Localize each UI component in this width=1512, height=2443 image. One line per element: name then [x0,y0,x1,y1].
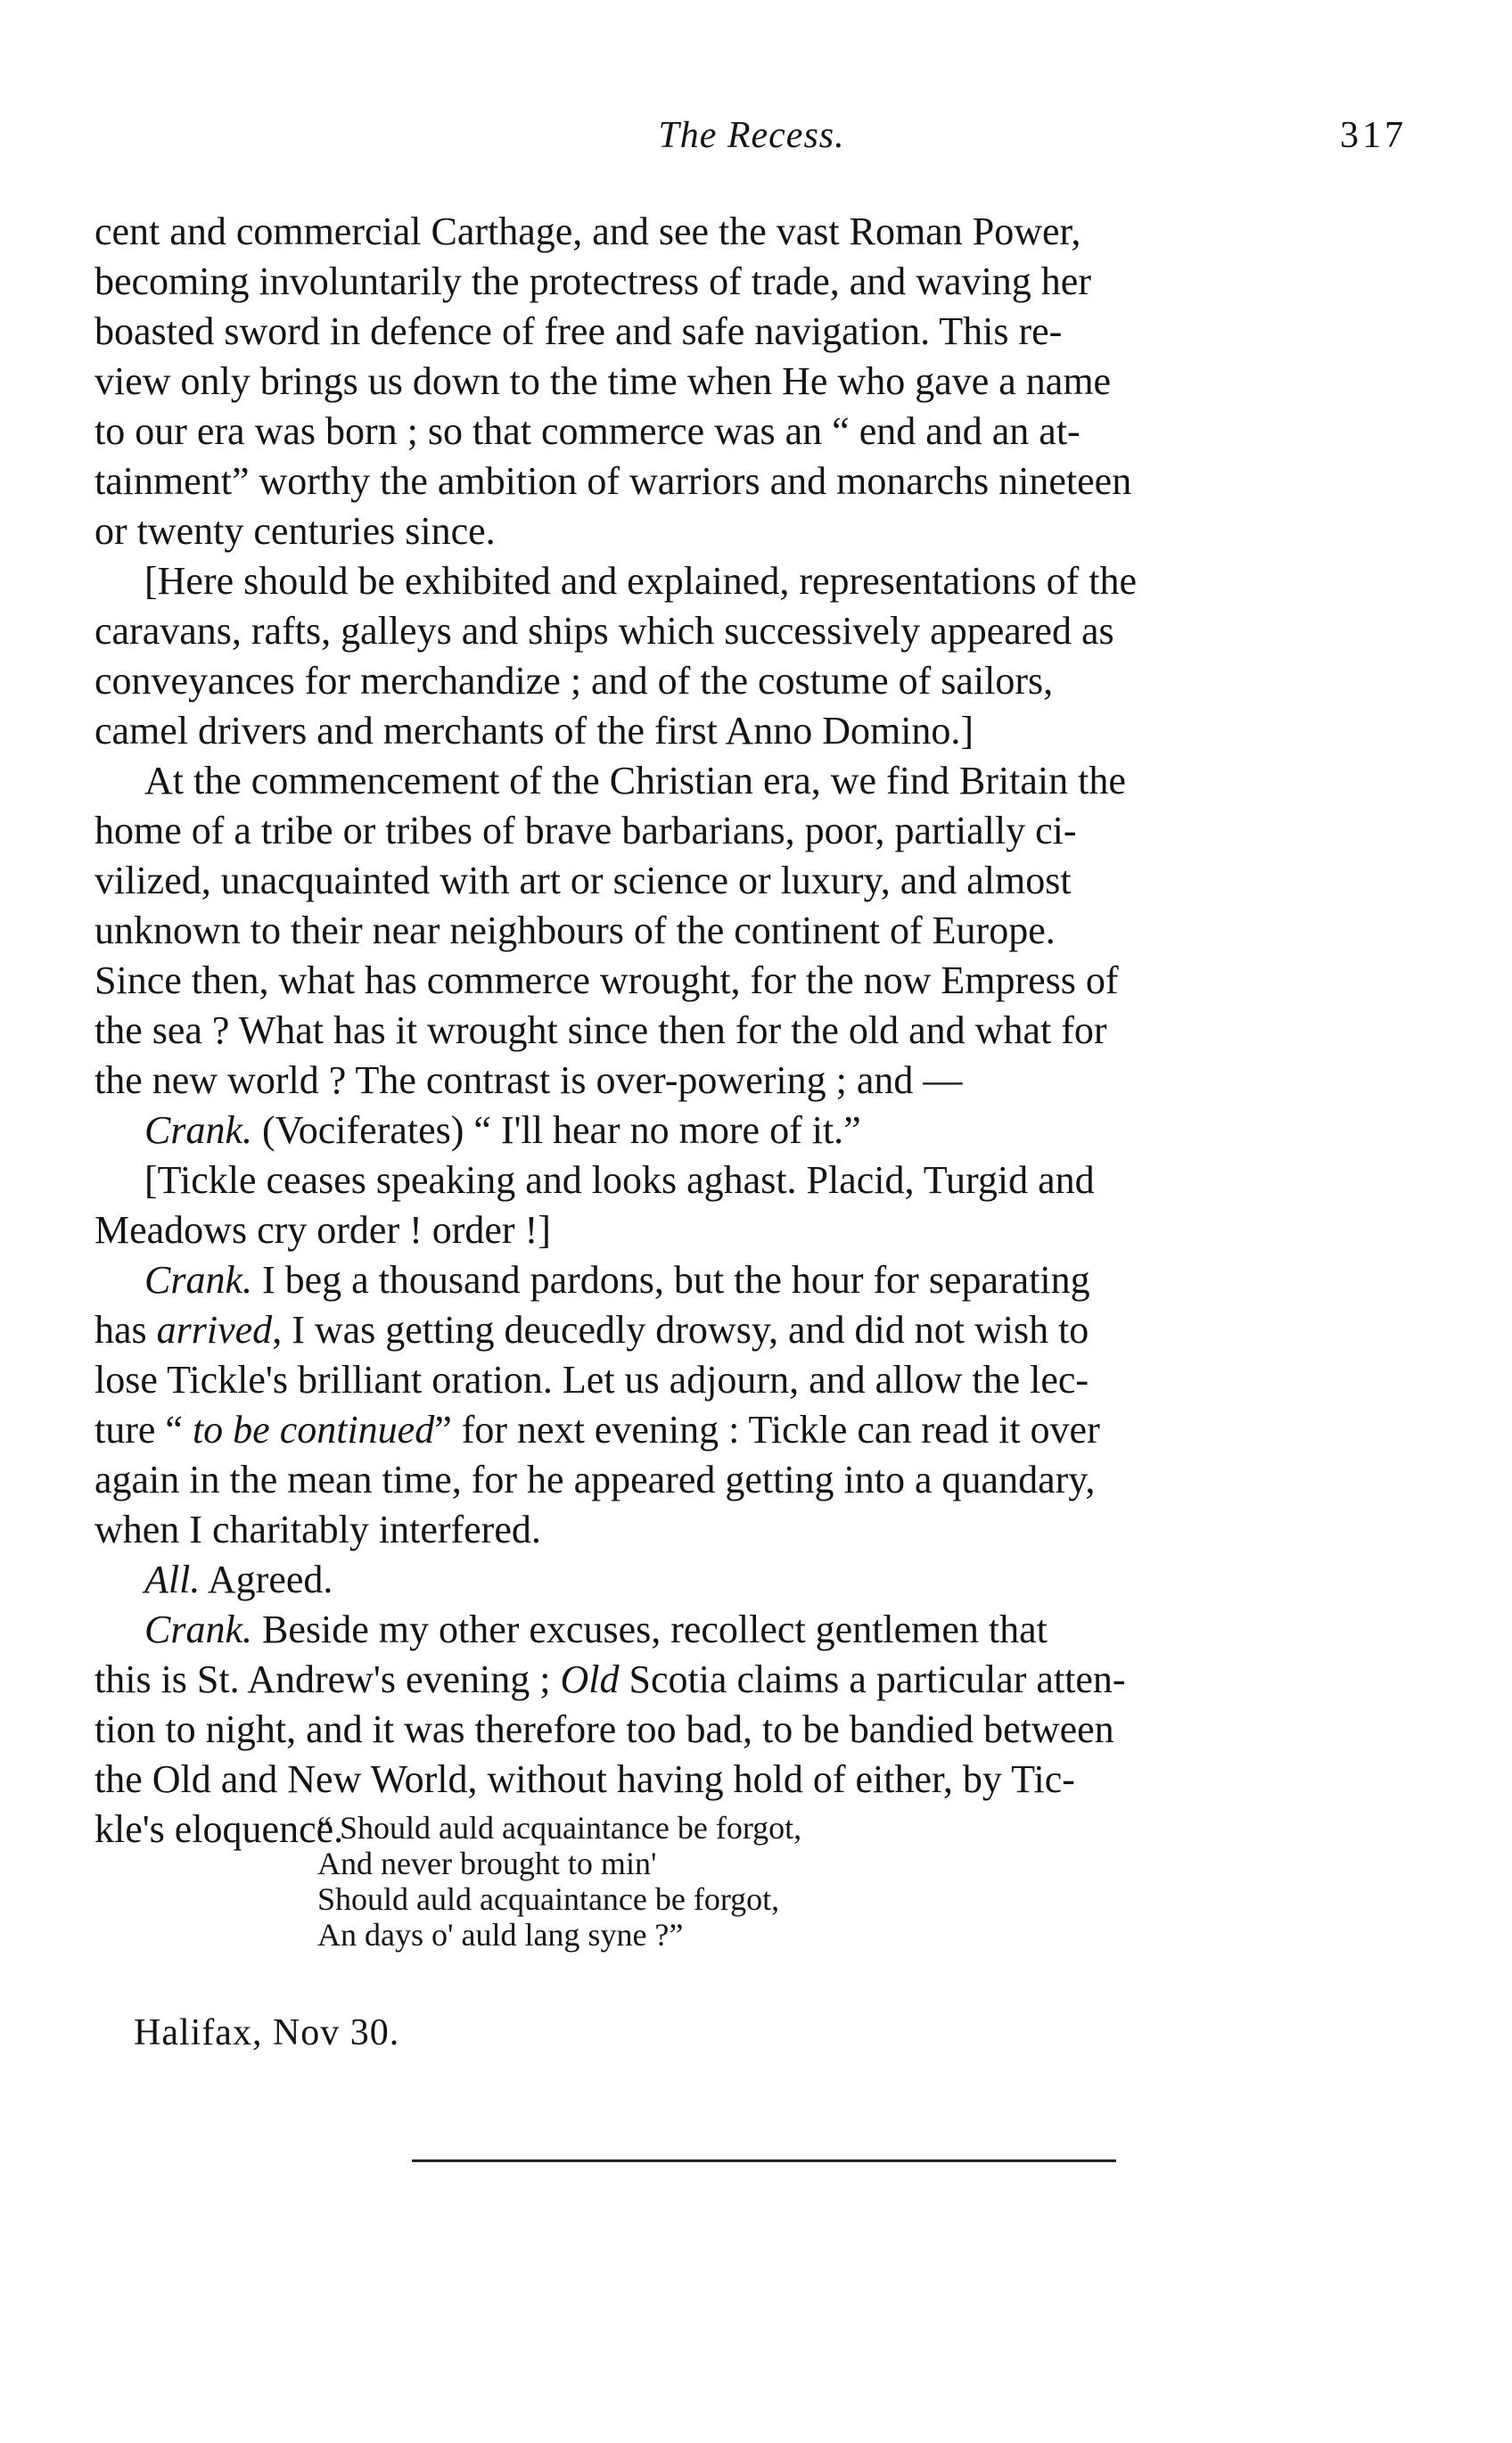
italic-text: to be continued [192,1408,435,1452]
text-segment: , I was getting deucedly drowsy, and did not wish to [272,1308,1089,1352]
text-line: camel drivers and merchants of the first Anno Domino.] [94,709,974,753]
text-line: the Old and New World, without having hold of either, by Tic- [94,1757,1075,1801]
verse-quotation [317,1810,801,1953]
text-line: or twenty centuries since. [94,509,496,553]
verse-line: “ Should auld acquaintance be forgot, [317,1810,802,1846]
verse-line: And never brought to min' [317,1846,657,1881]
text-line: tion to night, and it was therefore too bad, to be bandied between [94,1707,1114,1751]
text-line: boasted sword in defence of free and safe navigation. This re- [94,309,1063,353]
text-line: becoming involuntarily the protectress of trade, and waving her [94,259,1091,303]
text-line: kle's eloquence. [94,1807,344,1851]
page-header [96,114,1407,164]
dialogue-line [94,1605,1393,1655]
dialogue-line [94,1255,1393,1305]
text-segment: Scotia claims a particular atten- [619,1657,1126,1701]
text-line: caravans, rafts, galleys and ships which successively appeared as [94,609,1114,653]
text-line: lose Tickle's brilliant oration. Let us adjourn, and allow the lec- [94,1358,1089,1402]
dialogue-text: Beside my other excuses, recollect gentlemen that [262,1608,1048,1651]
dialogue-text: (Vociferates) “ I'll hear no more of it.” [262,1108,861,1152]
dialogue-line [94,1106,1393,1156]
text-line [94,1405,1393,1455]
page-body [94,207,1393,1855]
dialogue-line [94,1555,1393,1605]
text-line: At the commencement of the Christian era, we find Britain the [144,759,1126,802]
italic-text: arrived [156,1308,273,1352]
text-line: again in the mean time, for he appeared getting into a quandary, [94,1458,1096,1501]
page-number: 317 [1340,115,1407,156]
text-line [94,1655,1393,1705]
italic-text: Old [560,1657,620,1701]
text-segment: this is St. Andrew's evening ; [94,1657,561,1701]
text-line [94,1305,1393,1355]
dialogue-text: Agreed. [207,1558,333,1601]
speaker-name: Crank. [144,1258,252,1302]
speaker-name: Crank. [144,1608,252,1651]
text-line: the new world ? The contrast is over-powering ; and — [94,1058,963,1102]
verse-line: Should auld acquaintance be forgot, [317,1881,780,1917]
speaker-name: Crank. [144,1108,252,1152]
text-line: view only brings us down to the time when He who gave a name [94,359,1112,403]
text-line: vilized, unacquainted with art or science or luxury, and almost [94,859,1072,902]
stage-direction-line: Meadows cry order ! order !] [94,1208,551,1252]
speaker-name: All. [144,1558,201,1601]
text-line: unknown to their near neighbours of the continent of Europe. [94,909,1056,952]
text-line: cent and commercial Carthage, and see the vast Roman Power, [94,210,1081,253]
verse-line: An days o' auld lang syne ?” [317,1917,684,1953]
text-line: tainment” worthy the ambition of warriors and monarchs nineteen [94,459,1132,503]
text-line: when I charitably interfered. [94,1508,541,1551]
running-title: The Recess. [658,115,845,156]
text-line: the sea ? What has it wrought since then for the old and what for [94,1008,1107,1052]
text-line: to our era was born ; so that commerce was an “ end and an at- [94,409,1081,453]
stage-direction-line: [Tickle ceases speaking and looks aghast. Placid, Turgid and [144,1158,1095,1202]
dialogue-text: I beg a thousand pardons, but the hour for separating [262,1258,1090,1302]
text-segment: ” for next evening : Tickle can read it over [434,1408,1100,1452]
text-line: Since then, what has commerce wrought, for the now Empress of [94,958,1119,1002]
text-line: [Here should be exhibited and explained, representations of the [144,559,1138,603]
text-line: conveyances for merchandize ; and of the costume of sailors, [94,659,1054,703]
section-rule [412,2159,1116,2162]
text-segment: has [94,1308,157,1352]
text-line: home of a tribe or tribes of brave barbarians, poor, partially ci- [94,809,1077,852]
place-date-signoff: Halifax, Nov 30. [134,2012,400,2053]
text-segment: ture “ [94,1408,193,1452]
